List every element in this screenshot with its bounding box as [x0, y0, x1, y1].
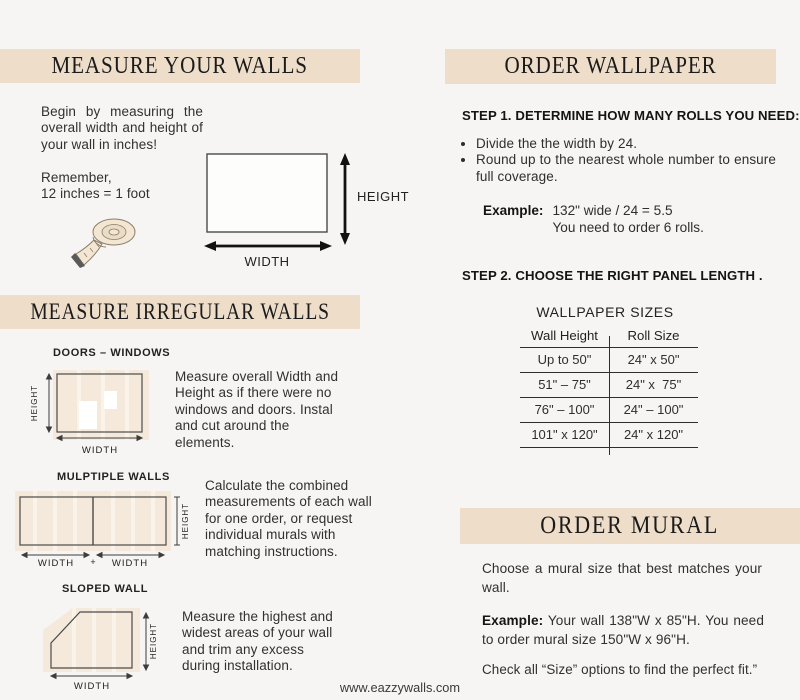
width-arrow: [204, 241, 332, 251]
height-measure-line: [174, 497, 180, 545]
width-measure-line: [51, 674, 132, 679]
col-header-wall-height: Wall Height: [531, 328, 598, 343]
cell-wall-height: 76" – 100": [534, 402, 595, 417]
doors-windows-diagram: [25, 340, 190, 465]
height-label: HEIGHT: [357, 189, 410, 204]
width-label: WIDTH: [244, 254, 290, 269]
window-shape: [104, 391, 117, 409]
website-url: www.eazzywalls.com: [339, 680, 461, 695]
width-label: WIDTH: [81, 445, 119, 456]
height-measure-line: [144, 613, 149, 670]
rolls-example: [483, 202, 704, 236]
cell-roll-size: 24" – 100": [623, 402, 684, 417]
remember-note: [41, 170, 150, 203]
door-shape: [79, 401, 97, 429]
measure-walls-header-band: [0, 49, 360, 83]
height-label: HEIGHT: [30, 384, 39, 422]
mural-size-note: Check all “Size” options to find the perfect fit.”: [482, 662, 758, 677]
remember-line1: Remember,: [41, 170, 112, 185]
sloped-wall-label: SLOPED WALL: [62, 583, 149, 595]
mural-intro: Choose a mural size that best matches your wall.: [482, 561, 762, 595]
order-wallpaper-header-band: [445, 49, 776, 84]
height-label: HEIGHT: [181, 502, 190, 540]
cell-roll-size: 24" x 50": [627, 352, 680, 367]
mural-example-label: Example:: [482, 613, 544, 628]
sloped-wall-text: Measure the highest and widest areas of your wall and trim any excess during installation.: [182, 609, 333, 674]
order-mural-header-band: [460, 508, 800, 544]
example-label: Example:: [483, 203, 544, 218]
wall-rectangle: [207, 154, 327, 232]
measure-walls-title: MEASURE YOUR WALLS: [51, 52, 309, 79]
multiple-walls-diagram: [8, 486, 208, 578]
width-label: WIDTH: [73, 681, 111, 692]
height-label: HEIGHT: [149, 622, 158, 660]
example-calculation: 132" wide / 24 = 5.5: [552, 203, 673, 218]
bullet-round-up: • Round up to the nearest whole number to ensure full coverage.: [476, 152, 776, 185]
mural-example: [482, 611, 764, 649]
bullet-divide: • Divide the the width by 24.: [476, 136, 776, 152]
order-wallpaper-title: ORDER WALLPAPER: [504, 53, 717, 79]
example-lines: [552, 202, 703, 236]
cell-roll-size: 24" x 75": [625, 377, 682, 392]
cell-wall-height: 51" – 75": [538, 377, 591, 392]
height-measure-line: [47, 374, 52, 432]
multiple-walls-label: MULPTIPLE WALLS: [57, 471, 170, 483]
wall-diagram: [195, 145, 410, 277]
doors-windows-text: Measure overall Width and Height as if there were no windows and doors. Instal and cut around the elements.: [175, 369, 339, 450]
table-column-divider: [609, 336, 610, 455]
wallpaper-sizes-table: [520, 325, 698, 448]
measure-walls-intro: Begin by measuring the overall width and height of your wall in inches!: [41, 104, 203, 152]
example-result: You need to order 6 rolls.: [552, 220, 704, 235]
step2-heading: STEP 2. CHOOSE THE RIGHT PANEL LENGTH .: [462, 268, 763, 283]
height-arrow: [340, 153, 350, 245]
step1-heading: STEP 1. DETERMINE HOW MANY ROLLS YOU NEED:: [462, 108, 800, 123]
doors-windows-label: DOORS – WINDOWS: [53, 347, 171, 359]
wallpaper-sizes-title: WALLPAPER SIZES: [536, 304, 674, 320]
mural-example-text: Your wall 138"W x 85"H. You need to order mural size 150"W x 96"H.: [482, 613, 764, 647]
width-label-left: WIDTH: [37, 558, 75, 569]
multiple-walls-text: Calculate the combined measurements of each wall for one order, or request individual murals with matching instructions.: [205, 478, 372, 559]
step1-bullets: [458, 136, 776, 185]
col-header-roll-size: Roll Size: [627, 328, 680, 343]
tape-measure-icon: [72, 213, 146, 269]
irregular-walls-title: MEASURE IRREGULAR WALLS: [30, 299, 330, 324]
plus-sign: +: [90, 557, 96, 567]
width-label-right: WIDTH: [111, 558, 149, 569]
remember-line2: 12 inches = 1 foot: [41, 186, 150, 202]
irregular-walls-header-band: [0, 295, 360, 329]
cell-wall-height: 101" x 120": [531, 427, 598, 442]
cell-wall-height: Up to 50": [537, 352, 592, 367]
order-mural-title: ORDER MURAL: [540, 512, 720, 539]
cell-roll-size: 24" x 120": [623, 427, 684, 442]
